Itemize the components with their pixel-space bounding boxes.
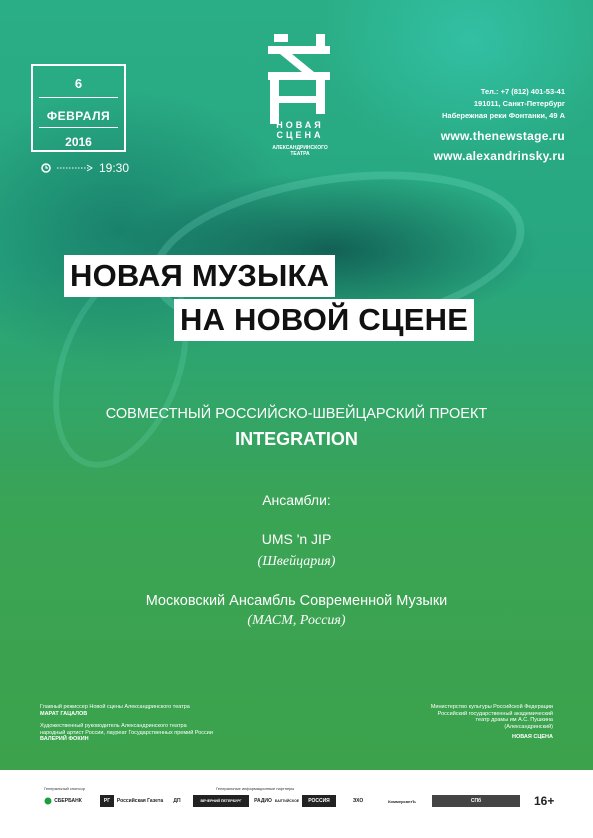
partner-logo-rg: РГ [100, 795, 114, 807]
project-name: INTEGRATION [235, 429, 358, 449]
partner-logo-echo: ЭХО [352, 798, 364, 804]
time-row [41, 161, 129, 175]
ensemble-name: Московский Ансамбль Современной Музыки [145, 593, 448, 609]
logo-subtitle [240, 145, 360, 157]
credit-name: МАРАТ ГАЦАЛОВ [40, 710, 88, 717]
sberbank-icon [44, 797, 52, 805]
age-rating-badge: 16+ [534, 794, 555, 808]
ensemble-country: (МАСМ, Россия) [247, 613, 346, 628]
partner-logo-vp: ВЕЧЕРНИЙ ПЕТЕРБУРГ [193, 795, 249, 807]
ministry-line: театр драмы им А.С. Пушкина [475, 717, 553, 723]
partners-strip [0, 770, 593, 838]
ensemble-country: (Швейцария) [257, 554, 336, 569]
partner-logo-sberbank [40, 795, 86, 807]
credit-role: народный артист России, лауреат Государственных премий России [40, 729, 213, 736]
partner-logo-dp: ДП [173, 798, 181, 804]
logo-name-line: СЦЕНА [276, 130, 324, 140]
date-year: 2016 [65, 135, 92, 149]
date-day: 6 [74, 76, 83, 91]
media-partners-label: Генеральные информационные партнеры [216, 786, 295, 791]
partner-name: СБЕРБАНК [54, 798, 82, 804]
credit-role: Художественный руководитель Александринского театра [40, 723, 187, 729]
partner-logo-baltic: БАЛТИЙСКОЕ [274, 799, 300, 803]
logo-name [250, 120, 350, 140]
date-box [31, 64, 126, 152]
project-description: СОВМЕСТНЫЙ РОССИЙСКО-ШВЕЙЦАРСКИЙ ПРОЕКТ [105, 406, 488, 422]
partner-logo-spb: СПб [432, 795, 520, 807]
logo-subtitle-line: АЛЕКСАНДРИНСКОГО [272, 145, 328, 151]
ministry-line: Министерство культуры Российской Федерации [430, 704, 553, 710]
partner-logo-radio: РАДИО [254, 798, 272, 804]
ministry-block [363, 704, 553, 741]
credit-name: ВАЛЕРИЙ ФОКИН [40, 736, 89, 742]
sponsor-label: Генеральный спонсор [44, 786, 85, 791]
dotted-arrow-icon [57, 164, 93, 172]
title-line-2: НА НОВОЙ СЦЕНЕ [174, 299, 474, 341]
address-line: Набережная реки Фонтанки, 49 А [442, 111, 565, 120]
ministry-line: Российский государственный академический [437, 710, 553, 717]
ensembles-label: Ансамбли: [262, 492, 331, 508]
address-line: 191011, Санкт-Петербург [473, 99, 565, 108]
partner-logo-rg-name: Российская Газета [116, 798, 164, 804]
credits [40, 704, 213, 743]
credit-role: Главный режиссер Новой сцены Александринского театра [40, 704, 190, 710]
divider [39, 97, 118, 98]
ministry-org: НОВАЯ СЦЕНА [511, 734, 553, 740]
website-link[interactable]: www.alexandrinsky.ru [433, 149, 565, 163]
ensemble-name: UMS 'n JIP [261, 531, 332, 547]
logo-name-line: НОВАЯ [276, 120, 324, 130]
phone: Тел.: +7 (812) 401-53-41 [480, 87, 565, 96]
logo-subtitle-line: ТЕАТРА [290, 151, 310, 157]
ministry-line: (Александринский) [504, 723, 553, 730]
date-month: ФЕВРАЛЯ [46, 109, 111, 123]
contacts [434, 86, 565, 166]
website-link[interactable]: www.thenewstage.ru [440, 129, 565, 143]
partner-logo-russia: РОССИЯ [302, 795, 336, 807]
title-line-1: НОВАЯ МУЗЫКА [64, 255, 335, 297]
clock-icon [41, 163, 51, 173]
partner-logo-kommersant: КоммерсантЪ [388, 798, 416, 804]
new-stage-logo-icon [268, 34, 330, 124]
time-label: 19:30 [99, 161, 130, 175]
divider [39, 127, 118, 128]
